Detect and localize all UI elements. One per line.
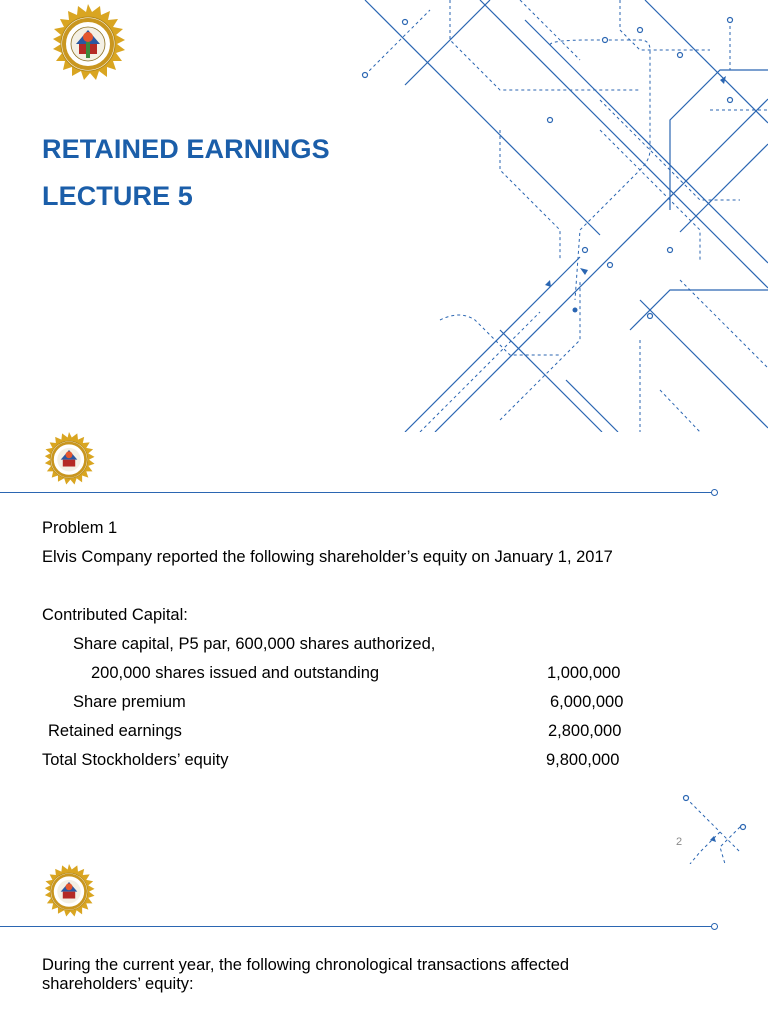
problem-heading: Problem 1 (42, 519, 118, 537)
title-slide (0, 0, 768, 432)
university-seal-logo (46, 4, 130, 88)
contributed-capital-label: Contributed Capital: (42, 606, 188, 624)
row-value: 1,000,000 (547, 664, 621, 682)
circuit-corner-decoration (680, 792, 760, 864)
university-seal-logo (40, 432, 98, 490)
transactions-intro-line2: shareholders’ equity: (42, 975, 194, 993)
problem-slide (0, 432, 768, 864)
header-divider (0, 926, 718, 927)
row-label: Total Stockholders’ equity (42, 751, 229, 769)
transactions-slide (0, 864, 768, 1024)
row-value: 9,800,000 (546, 751, 620, 769)
row-label: 200,000 shares issued and outstanding (91, 664, 380, 682)
transactions-intro-line1: During the current year, the following chronological transactions affected (42, 956, 570, 974)
header-divider (0, 492, 718, 493)
slide-subtitle: LECTURE 5 (42, 181, 193, 211)
university-seal-logo (40, 864, 98, 922)
divider-endpoint (711, 489, 718, 496)
circuit-lines-decoration (340, 0, 768, 432)
page-number: 2 (676, 836, 683, 848)
slide-title: RETAINED EARNINGS (42, 134, 330, 164)
problem-intro: Elvis Company reported the following shareholder’s equity on January 1, 2017 (42, 548, 613, 566)
row-label: Retained earnings (48, 722, 182, 740)
row-label: Share premium (73, 693, 186, 711)
row-label: Share capital, P5 par, 600,000 shares authorized, (73, 635, 436, 653)
row-value: 2,800,000 (548, 722, 622, 740)
divider-endpoint (711, 923, 718, 930)
row-value: 6,000,000 (550, 693, 624, 711)
